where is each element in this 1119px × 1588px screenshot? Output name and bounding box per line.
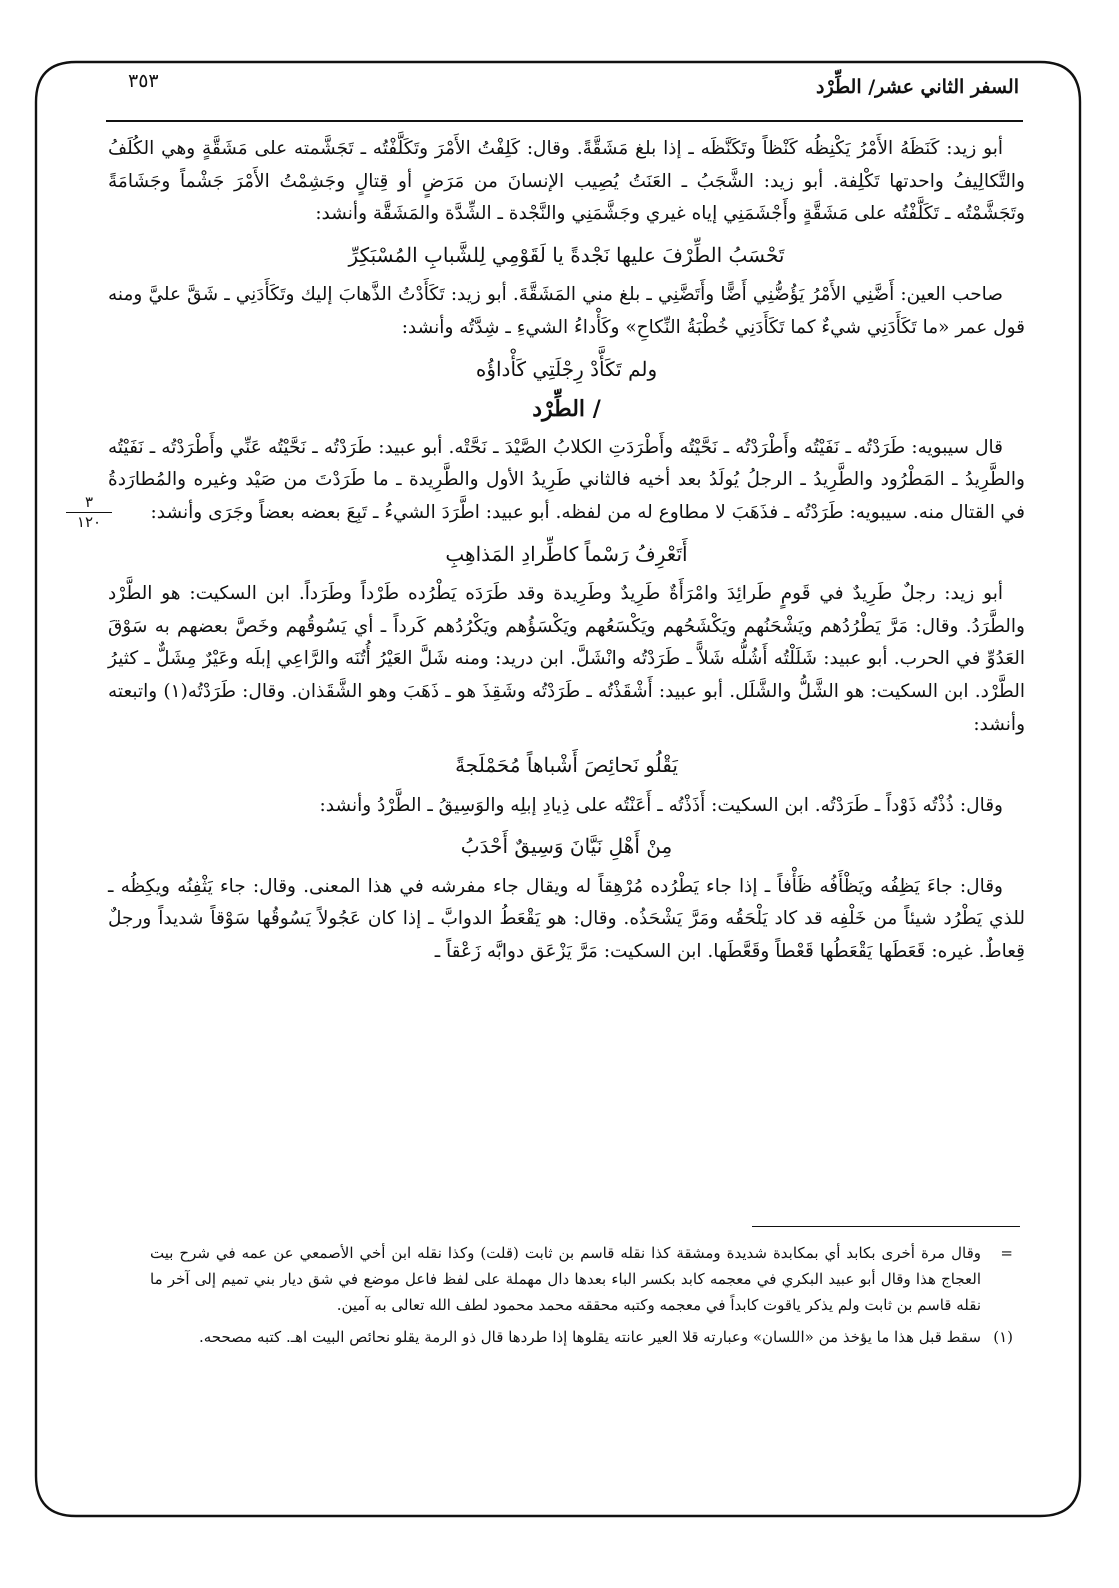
footnote-marker: (١) — [993, 1328, 1013, 1346]
paragraph-1: أبو زيد: كَنَظَهُ الأَمْرُ يَكْنِظُه كَنْظاً وتَكَنَّظَه ـ إذا بلغ مَشَقَّةً. وقال: كَلِفْتُ الأَمْرَ وتَكَلَّفْتُه ـ تَجَشَّمته على مَشَقَّةٍ وهي الكُلَفُ والتَّكالِيفُ واحدتها تَكْلِفة. أبو زيد: الشَّجَبُ ـ العَنَتُ يُصِيب الإنسانَ من مَرَضٍ أو قِتالٍ وجَشِمْتُ الأَمْرَ جَشْماً وجَشَامَةً وتَجَشَّمْتُه ـ تَكَلَّفْتُه على مَشَقَّةٍ وأَجْشَمَنِي إياه غيري وجَشَّمَنِي والنَّجْدة ـ الشِّدَّة والمَشَقَّة وأنشد: — [108, 138, 1025, 225]
footnote-text: سقط قبل هذا ما يؤخذ من «اللسان» وعبارته قلا العير عانته يقلوها إذا طردها قال ذو الرمة يقلو نحائص البيت اهـ. كتبه مصححه. — [198, 1328, 981, 1346]
verse-4: يَقْلُو نَحائِصَ أَشْباهاً مُحَمْلَجةً — [455, 753, 678, 778]
paragraph-4: أبو زيد: رجلٌ طَرِيدٌ في قَومٍ طَرائِدَ وامْرَأَةٌ طَرِيدٌ وطَرِيدة وقد طَرَدَه يَطْرُده طَرْداً وطَرَداً. ابن السكيت: هو الطَّرْد والطَّرَدُ. وقال: مَرَّ يَطْرُدُهم ويَشْحَنُهم ويَكْشَحُهم ويَكْسَعُهم ويَكْسَؤُهم ويَكْرُدُهم كَرداً ـ أي يَسُوقُهم وخَصَّ بعضهم به سَوْقَ العَدُوِّ في الحرب. أبو عبيد: شَلَلْتُه أَشُلُّه شَلاًّ ـ طَرَدْتُه وانْشَلَّ. ابن دريد: ومنه شَلَّ العَيْرُ أُتُنَه والرَّاعِي إبلَه وعَيْرٌ مِشَلٌّ ـ كثيرُ الطَّرْد. ابن السكيت: هو الشَّلُّ والشَّلَل. أبو عبيد: أَشْقَذْتُه ـ طَرَدْتُه وشَقِذَ هو ـ ذَهَبَ وهو الشَّقَذان. وقال: طَرَدْتُه(١) واتبعته وأنشد: — [108, 583, 1025, 735]
running-head: السفر الثاني عشر/ الطِّرْد — [816, 76, 1019, 98]
paragraph-5: وقال: ذُذْتُه ذَوْداً ـ طَرَدْتُه. ابن السكيت: أَذَذْتُه ـ أَعَنْتُه على ذِيادِ إبلِه والوَسِيقُ ـ الطَّرْدُ وأنشد: — [319, 794, 1003, 816]
paragraph-6: وقال: جاءَ يَظِفُه ويَظْأَفُه ظَأْفاً ـ إذا جاء يَطْرُده مُرْهِقاً له ويقال جاء مفرشه في هذا المعنى. وقال: جاء يَثْفِنُه ويكِظُه ـ للذي يَطْرُد شيئاً من خَلْفِه قد كاد يَلْحَقُه ومَرَّ يَشْحَذُه. وقال: هو يَقْعَطُ الدوابَّ ـ إذا كان عَجُولاً يَسُوقُها سَوْقاً شديداً ورجلٌ قِعاطٌ. غيره: قَعَطَها يَقْعَطُها قَعْطاً وقَعَّطَها. ابن السكيت: مَرَّ يَزْعَق دوابَّه زَعْقاً ـ — [108, 875, 1025, 963]
section-title: / الطِّرْد — [532, 396, 601, 423]
page-number: ٣٥٣ — [128, 70, 159, 92]
verse-5: مِنْ أَهْلِ نَيَّانَ وَسِيقٌ أَحْدَبُ — [460, 834, 673, 859]
main-text — [108, 133, 1025, 969]
verse-3: أَتَعْرِفُ رَسْماً كاطِّرادِ المَذاهِبِ — [445, 541, 688, 566]
verse-1: تَحْسَبُ الطِّرْفَ عليها نَجْدةً يا لَقَوْمِي لِلشَّبابِ المُسْبَكِرِّ — [348, 242, 785, 267]
header-rule — [106, 120, 1023, 122]
verse-2: ولم تَكَأَّدْ رِجْلَتِي كَأْداؤُه — [475, 356, 658, 381]
footnote-1 — [150, 1324, 1013, 1350]
footnote-marker: = — [1000, 1244, 1013, 1262]
margin-reference — [66, 494, 112, 531]
margin-ref-top: ٣ — [84, 493, 94, 511]
footnotes — [150, 1240, 1013, 1356]
margin-ref-bottom: ١٢٠ — [76, 513, 102, 531]
paragraph-2: صاحب العين: أَضَّنِي الأَمْرُ يَؤُضُّنِي أَضًّا وأَتَضَّنِي ـ بلغ مني المَشَقَّةَ. أبو زيد: تَكَأَدْتُ الذَّهابَ إليك وتَكَأَدَنِي ـ شَقَّ عليَّ ومنه قول عمر «ما تَكَأَدَنِي شيءٌ كما تَكَأَدَنِي خُطْبَةُ النِّكاحِ» وكَأْداءُ الشيءِ ـ شِدَّتُه وأنشد: — [108, 284, 1025, 338]
footnote-continued — [150, 1240, 1013, 1318]
paragraph-3: قال سيبويه: طَرَدْتُه ـ نَفَيْتُه وأَطْرَدْتُه ـ نَحَّيْتُه وأَطْرَدَتِ الكلابُ الصَّيْدَ ـ نَحَّتْه. أبو عبيد: طَرَدْتُه ـ نَحَّيْتُه عَنِّي وأَطْرَدْتُه ـ نَفَيْتُه والطَّرِيدُ ـ المَطْرُود والطَّرِيدُ ـ الرجلُ يُولَدُ بعد أخيه فالثاني طَرِيدُ الأول والطَّرِيدة ـ ما طَرَدْتَ من صَيْد وغيره والمُطارَدةُ في القتال منه. سيبويه: طَرَدْتُه ـ فذَهَبَ لا مطاوع له من لفظه. أبو عبيد: اطَّرَدَ الشيءُ ـ تَبِعَ بعضه بعضاً وجَرَى وأنشد: — [108, 436, 1025, 523]
footnote-text: وقال مرة أخرى بكابد أي بمكابدة شديدة ومشقة كذا نقله قاسم بن ثابت (قلت) وكذا نقله ابن أخي الأصمعي عن عمه في شرح بيت العجاج هذا وقال أبو عبيد البكري في معجمه كابد بكسر الباء بعدها دال مهملة على لفظ فاعل موضع في شق ديار بني تميم إلى آخر ما نقله قاسم بن ثابت ولم يذكر ياقوت كابداً في معجمه وكتبه محققه محمد محمود لطف الله تعالى به آمين. — [150, 1244, 981, 1314]
footnote-rule — [752, 1226, 1020, 1227]
